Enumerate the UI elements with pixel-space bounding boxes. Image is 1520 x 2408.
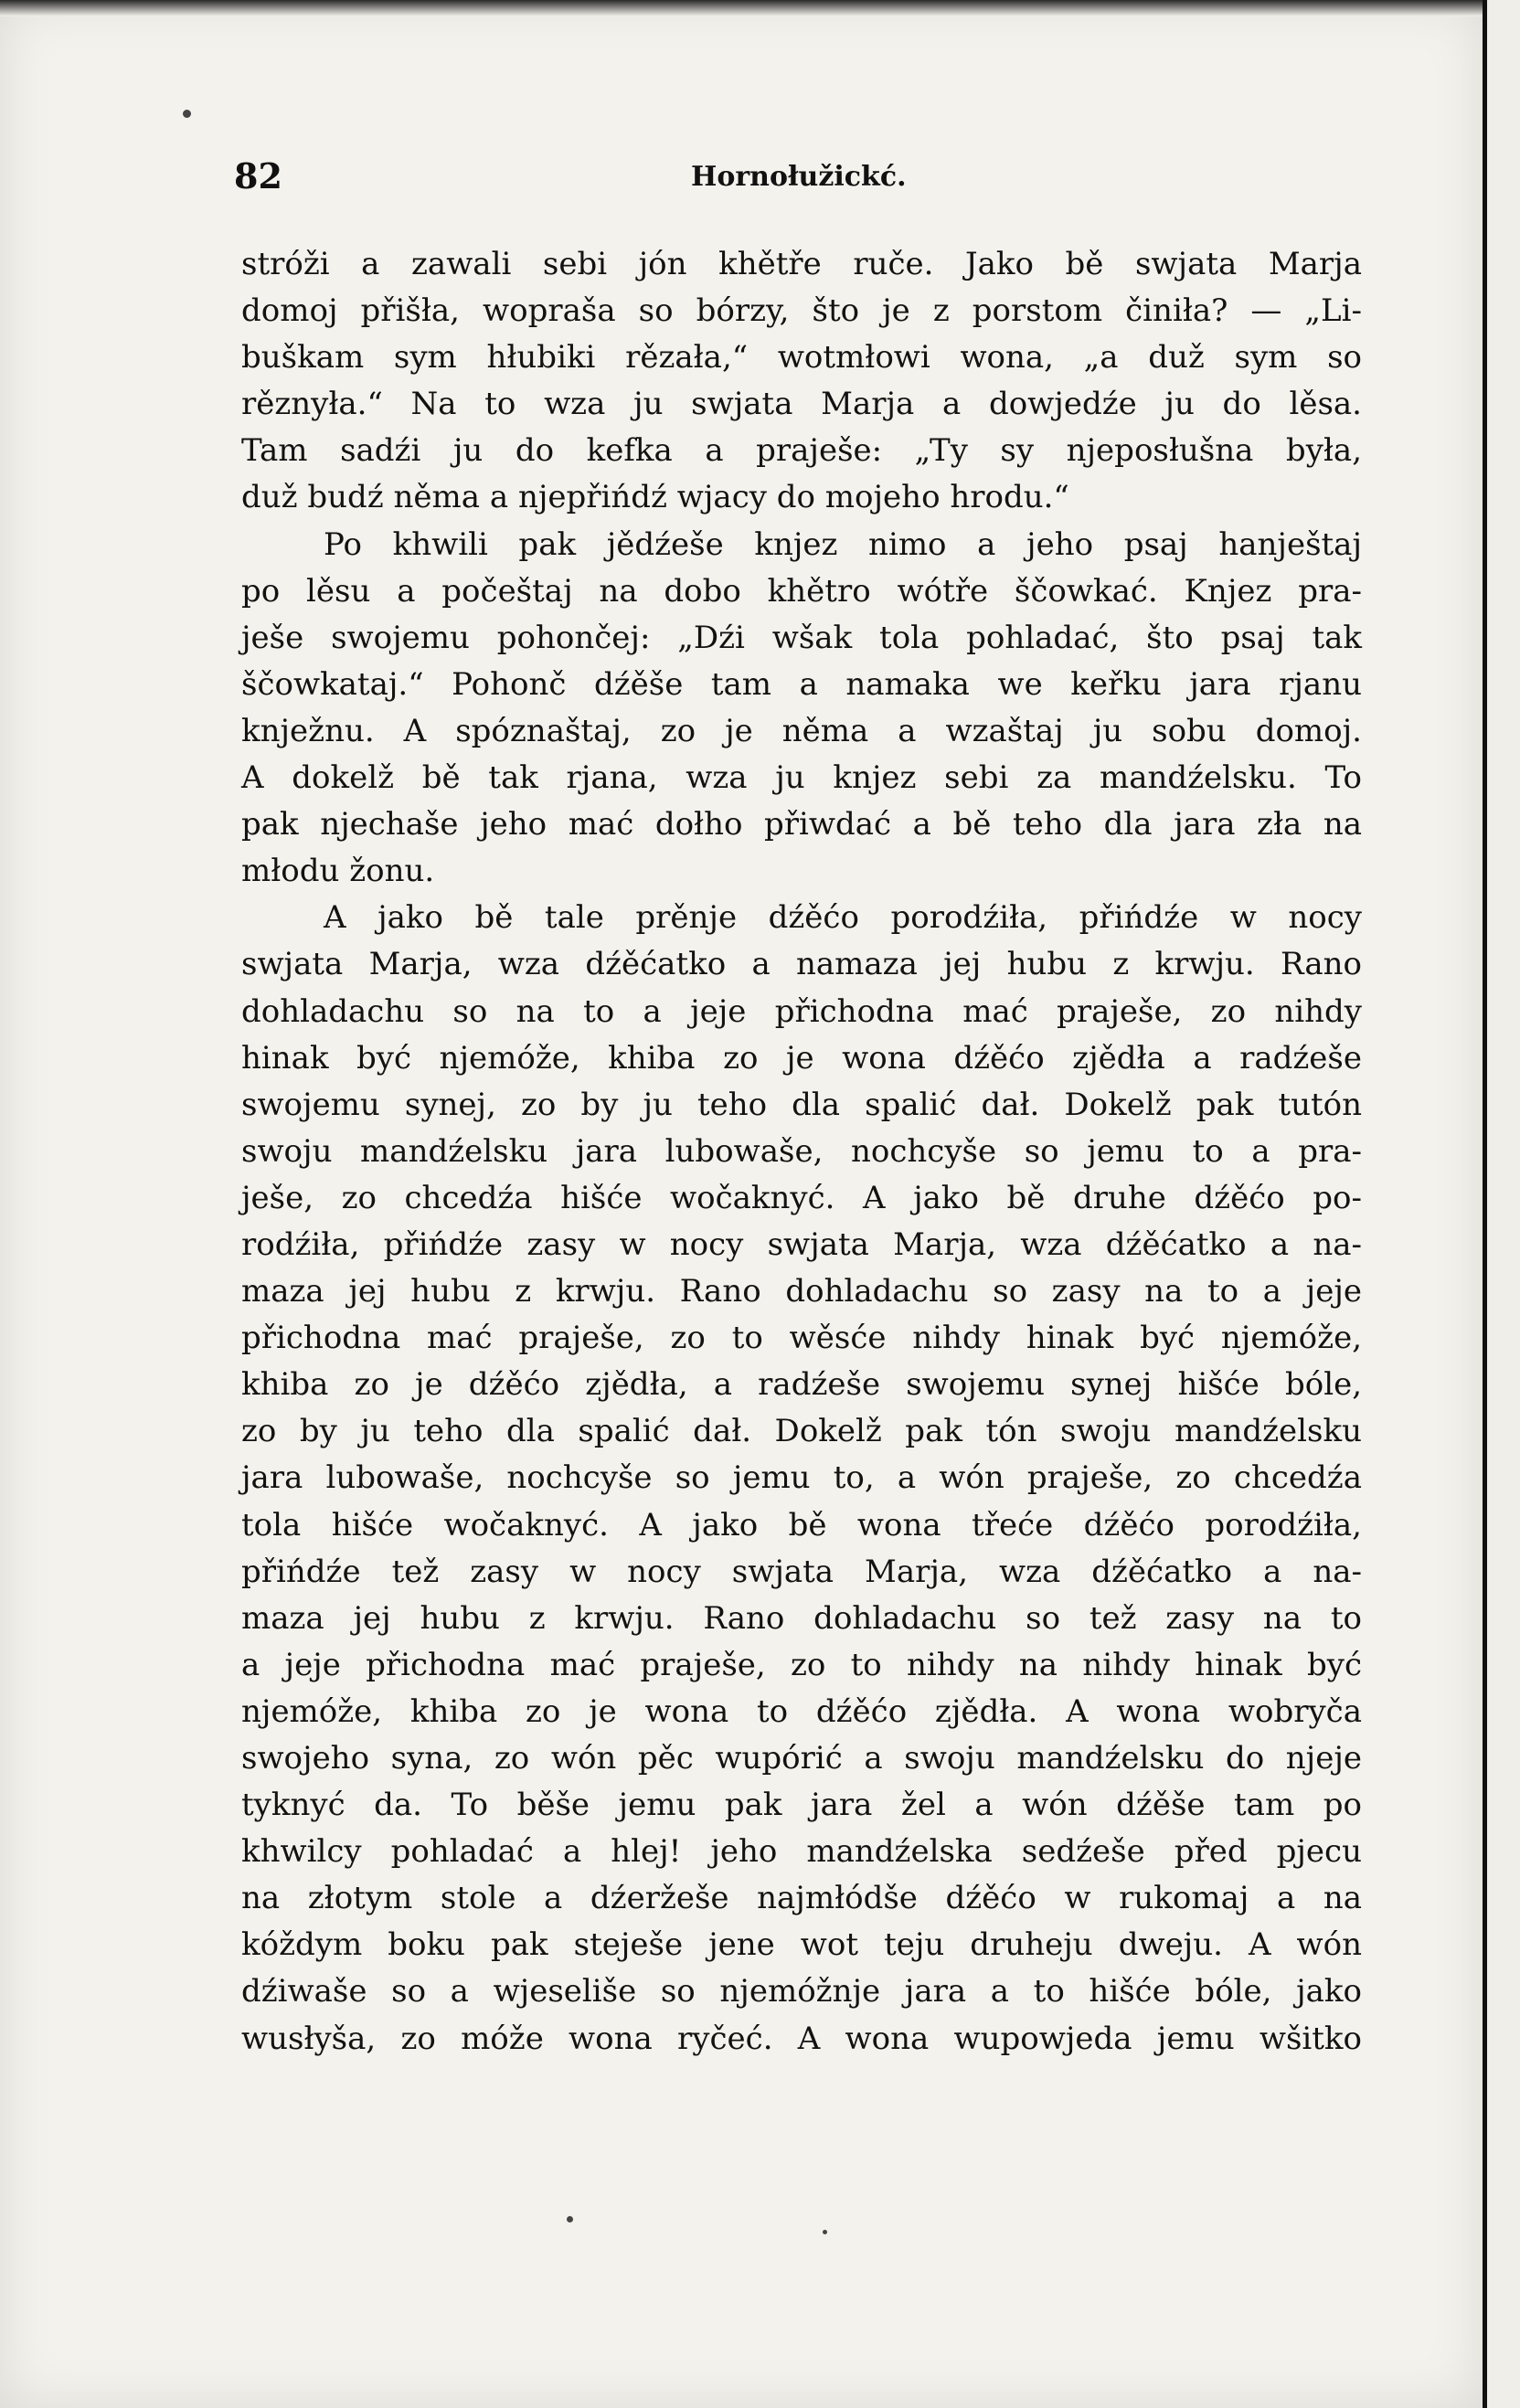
text-line: pak njechaše jeho mać dołho přiwdać a bě teho dla jara zła na	[241, 806, 1362, 843]
page-number: 82	[234, 155, 282, 196]
text-line: tola hišće wočaknyć. A jako bě wona třeće dźěćo porodźiła,	[241, 1506, 1362, 1543]
text-line: knježnu. A spóznaštaj, zo je něma a wzaštaj ju sobu domoj.	[241, 712, 1362, 749]
text-line: wusłyša, zo móže wona ryčeć. A wona wupowjeda jemu wšitko	[241, 2020, 1362, 2057]
page-top-edge-shadow	[0, 0, 1483, 16]
text-line: Po khwili pak jědźeše knjez nimo a jeho psaj hanještaj	[324, 525, 1362, 563]
text-line: hinak być njemóže, khiba zo je wona dźěćo zjědła a radźeše	[241, 1039, 1362, 1077]
paragraph-2	[241, 522, 1362, 896]
text-line: swoju mandźelsku jara lubowaše, nochcyše so jemu to a pra-	[241, 1132, 1362, 1170]
text-line: domoj přišła, woprašа so bórzy, što je z porstom činiła? — „Li-	[241, 292, 1362, 330]
paragraph-1	[241, 241, 1362, 522]
text-line: młodu žonu.	[241, 853, 435, 890]
text-line: khiba zo je dźěćo zjědła, a radźeše swojemu synej hišće bóle,	[241, 1366, 1362, 1404]
text-line: dźiwaše so a wjeseliše so njemóžnje jara a to hišće bóle, jako	[241, 1973, 1362, 2010]
text-line: na złotym stole a dźeržeše najmłódše dźěćo w rukomaj a na	[241, 1880, 1362, 1917]
text-line: dohladachu so na to a jeje přichodna mać praješe, zo nihdy	[241, 992, 1362, 1030]
text-line: a jeje přichodna mać praješe, zo to nihdy na nihdy hinak być	[241, 1646, 1362, 1683]
text-line: A dokelž bě tak rjana, wza ju knjez sebi za mandźelsku. To	[241, 759, 1362, 797]
text-line: tyknyć da. To běše jemu pak jara žel a wón dźěše tam po	[241, 1787, 1362, 1824]
text-line: swojeho syna, zo wón pěc wupórić a swoju mandźelsku do njeje	[241, 1740, 1362, 1777]
text-line: swjata Marja, wza dźěćatko a namaza jej hubu z krwju. Rano	[241, 946, 1362, 983]
body-text	[241, 241, 1362, 2063]
text-line: buškam sym hłubiki rězała,“ wotmłowi wona, „a duž sym so	[241, 339, 1362, 377]
text-line: maza jej hubu z krwju. Rano dohladachu so tež zasy na to	[241, 1599, 1362, 1637]
print-speck	[567, 2216, 573, 2222]
text-line: kóždym boku pak steješe jene wot teju druheju dweju. A wón	[241, 1926, 1362, 1964]
text-line: njemóže, khiba zo je wona to dźěćo zjědła. A wona wobryča	[241, 1692, 1362, 1730]
text-line: duž budź něma a njepřińdź wjacy do mojeho hrodu.“	[241, 479, 1069, 516]
running-title: Hornołužickć.	[691, 161, 907, 193]
text-line: přińdźe tež zasy w nocy swjata Marja, wza dźěćatko a na-	[241, 1553, 1362, 1590]
text-line: ščowkataj.“ Pohonč dźěše tam a namaka we keřku jara rjanu	[241, 665, 1362, 703]
running-head	[234, 155, 1331, 201]
text-line: Tam sadźi ju do kefka a praješe: „Ty sy njeposłušna była,	[241, 432, 1362, 470]
text-line: stróži a zawali sebi jón khětře ruče. Jako bě swjata Marja	[241, 246, 1362, 282]
text-line: rěznyła.“ Na to wza ju swjata Marja a dowjedźe ju do lěsa.	[241, 386, 1362, 423]
text-line: zo by ju teho dla spalić dał. Dokelž pak tón swoju mandźelsku	[241, 1413, 1362, 1450]
text-line: ješe swojemu pohončej: „Dźi wšak tola pohladać, što psaj tak	[241, 619, 1362, 656]
text-line: swojemu synej, zo by ju teho dla spalić dał. Dokelž pak tutón	[241, 1086, 1362, 1123]
paragraph-3	[241, 895, 1362, 2062]
text-line: maza jej hubu z krwju. Rano dohladachu so zasy na to a jeje	[241, 1273, 1362, 1310]
text-line: ješe, zo chcedźa hišće wočaknyć. A jako bě druhe dźěćo po-	[241, 1179, 1362, 1216]
adjacent-page-edge	[1483, 0, 1520, 2408]
text-line: přichodna mać praješe, zo to wěsće nihdy hinak być njemóže,	[241, 1320, 1362, 1357]
text-line: A jako bě tale prěnje dźěćo porodźiła, přińdźe w nocy	[324, 899, 1362, 937]
text-line: po lěsu a počeštaj na dobo khětro wótře ščowkać. Knjez pra-	[241, 572, 1362, 610]
print-speck	[823, 2230, 827, 2234]
text-line: rodźiła, přińdźe zasy w nocy swjata Marja, wza dźěćatko a na-	[241, 1225, 1362, 1263]
print-speck	[183, 110, 191, 118]
text-line: jara lubowaše, nochcyše so jemu to, a wón praješe, zo chcedźa	[241, 1459, 1362, 1497]
text-line: khwilcy pohladać a hlej! jeho mandźelska sedźeše před pjecu	[241, 1833, 1362, 1871]
